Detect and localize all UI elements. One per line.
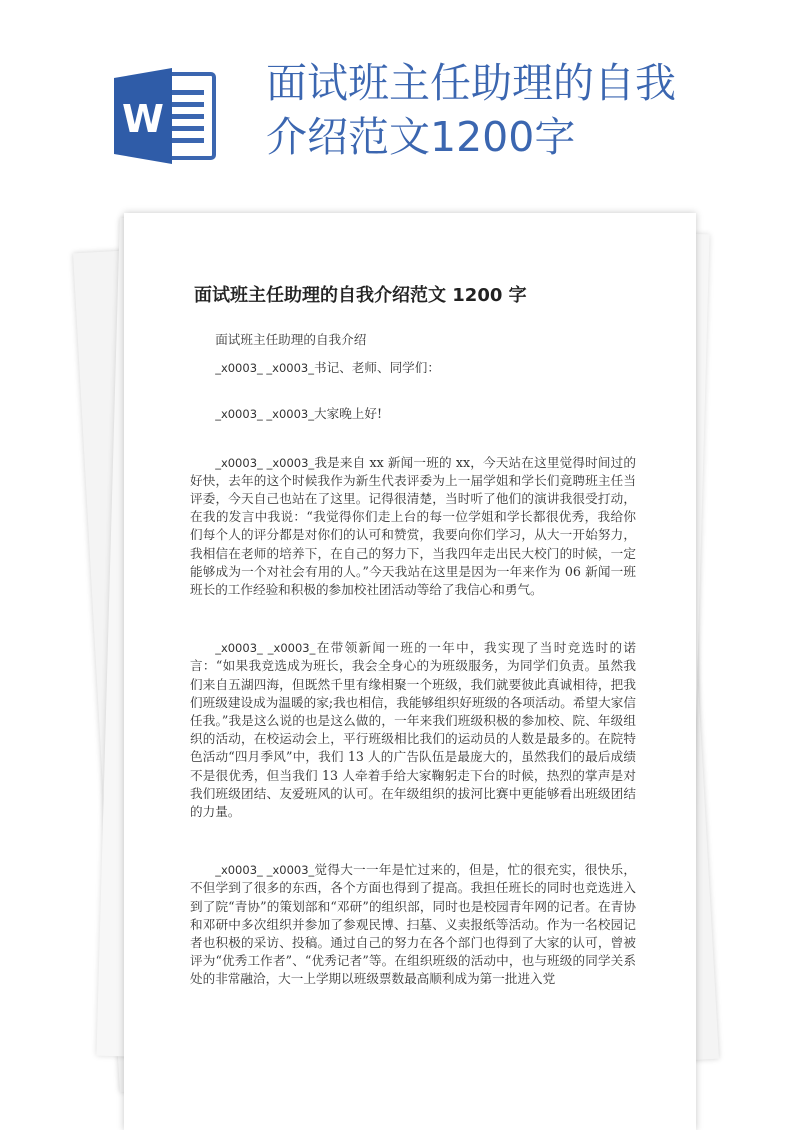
paragraph-text: 我是来自 xx 新闻一班的 xx，今天站在这里觉得时间过的好快，去年的这个时候我作为新生代表评委为上一届学姐和学长们竟聘班主任当评委，今天自己也站在了这里。记得很清楚，当时听了他们的演讲我很受打动，在我的发言中我说：“我觉得你们走上台的每一位学姐和学长都很优秀，我给你们每个人的评分都是对你们的认可和赞赏，我要向你们学习，从大一开始努力，我相信在老师的培养下，在自己的努力下，当我四年走出民大校门的时候，一定能够成为一个对社会有用的人。”今天我站在这里是因为一年来作为 06 新闻一班班长的工作经验和积极的参加校社团活动等给了我信心和勇气。 (190, 454, 636, 598)
paragraph-mark: _x0003_ _x0003_ (215, 407, 314, 422)
paragraph-text: 在带领新闻一班的一年中，我实现了当时竞选时的诺言：“如果我竞选成为班长，我会全身心的为班级服务，为同学们负责。虽然我们来自五湖四海，但既然千里有缘相聚一个班级，我们就要彼此真诚相待，把我们班级建设成为温暖的家;我也相信，我能够组织好班级的各项活动。希望大家信任我。”我是这么说的也是这么做的，一年来我们班级积极的参加校、院、年级组织的活动，在校运动会上，平行班级相比我们的运动员的人数是最多的。在院特色活动“四月季风”中，我们 13 人的广告队伍是最庞大的，虽然我们的最后成绩不是很优秀，但当我们 13 人牵着手给大家鞠躬走下台的时候，热烈的掌声是对我们班级团结、友爱班风的认可。在年级组织的拔河比赛中更能够看出班级团结的力量。 (190, 640, 636, 820)
document-page (124, 213, 696, 1130)
header-title-line2: 介绍范文1200字 (266, 113, 576, 161)
word-document-icon (112, 68, 220, 164)
paragraph (190, 405, 636, 423)
paragraph-text: 大家晚上好! (314, 406, 383, 422)
document-title: 面试班主任助理的自我介绍范文 1200 字 (194, 285, 527, 306)
svg-text:W: W (122, 97, 164, 141)
header-title (266, 56, 766, 164)
paragraph-mark: _x0003_ _x0003_ (215, 455, 315, 470)
paragraph-mark: _x0003_ _x0003_ (215, 361, 314, 376)
paragraph-mark: _x0003_ _x0003_ (215, 641, 316, 656)
paragraph (190, 639, 636, 821)
paragraph (190, 454, 636, 600)
header-title-line1: 面试班主任助理的自我 (266, 59, 676, 107)
document-subtitle: 面试班主任助理的自我介绍 (215, 332, 367, 347)
paragraph-text: 书记、老师、同学们： (314, 360, 440, 376)
paragraph (190, 359, 636, 377)
page-header (0, 0, 800, 210)
document-body (190, 331, 636, 989)
paragraph (190, 861, 636, 988)
paragraph-mark: _x0003_ _x0003_ (215, 863, 315, 878)
paragraph-text: 觉得大一一年是忙过来的，但是，忙的很充实，很快乐，不但学到了很多的东西，各个方面也得到了提高。我担任班长的同时也竞选进入到了院“青协”的策划部和“邓研”的组织部，同时也是校园青年网的记者。在青协和邓研中多次组织并参加了参观民博、扫墓、义卖报纸等活动。作为一名校园记者也积极的采访、投稿。通过自己的努力在各个部门也得到了大家的认可，曾被评为“优秀工作者”、“优秀记者”等。在组织班级的活动中，也与班级的同学关系处的非常融洽，大一上学期以班级票数最高顺利成为第一批进入党 (190, 862, 636, 987)
